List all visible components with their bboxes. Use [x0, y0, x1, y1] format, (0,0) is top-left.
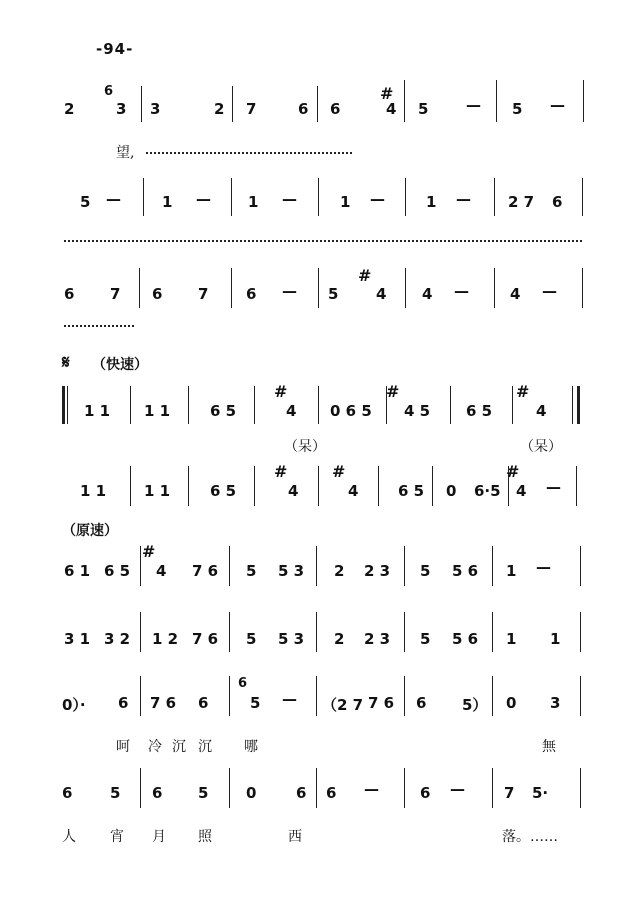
barline	[494, 178, 495, 216]
note: 5	[198, 784, 209, 802]
lyric: 冷	[148, 739, 162, 755]
barline	[576, 466, 577, 506]
barline	[139, 268, 140, 308]
note: 1 1	[80, 482, 107, 500]
note: 3	[116, 100, 127, 118]
note: 6	[416, 694, 427, 712]
note: 4 5	[404, 402, 431, 420]
note: 6	[152, 784, 163, 802]
barline	[580, 612, 581, 652]
barline	[318, 466, 319, 506]
note: 3	[550, 694, 561, 712]
barline	[318, 268, 319, 308]
note: 7	[246, 100, 257, 118]
lyric: 月	[152, 829, 166, 845]
barline	[254, 386, 255, 424]
note: 3 2	[104, 630, 131, 648]
barline	[316, 768, 317, 808]
annotation: （呆）	[284, 439, 326, 455]
dash-note: —	[196, 190, 211, 208]
barline	[316, 612, 317, 652]
note: 2 3	[364, 630, 391, 648]
note: 2	[64, 100, 75, 118]
note: 4	[348, 482, 359, 500]
lyric: 宵	[110, 829, 124, 845]
barline	[229, 768, 230, 808]
lyric: 人	[62, 829, 76, 845]
note: 4	[386, 100, 397, 118]
sharp-icon: #	[142, 542, 156, 561]
barline	[386, 386, 387, 424]
dash-note: —	[364, 780, 379, 798]
repeat-start-barline	[62, 386, 65, 424]
note: 2	[334, 630, 345, 648]
barline	[508, 466, 509, 506]
note: 4	[536, 402, 547, 420]
segno-icon: 𝄋	[62, 352, 70, 373]
note: 2 3	[364, 562, 391, 580]
barline	[316, 676, 317, 716]
barline	[404, 80, 405, 122]
dash-note: —	[536, 558, 551, 576]
barline	[231, 178, 232, 216]
page-number: -94-	[96, 40, 134, 58]
note: 1	[426, 193, 437, 211]
note: 6 1	[64, 562, 91, 580]
note: 1	[506, 562, 517, 580]
barline	[432, 466, 433, 506]
note: 1 1	[84, 402, 111, 420]
repeat-end-barline	[577, 386, 580, 424]
barline	[318, 386, 319, 424]
sharp-icon: #	[506, 462, 520, 481]
note: 6	[104, 84, 114, 99]
barline	[188, 386, 189, 424]
sharp-icon: #	[332, 462, 346, 481]
note: 6	[198, 694, 209, 712]
note: 5	[250, 694, 261, 712]
barline	[316, 546, 317, 586]
note: 6 5	[398, 482, 425, 500]
note: 5 6	[452, 562, 479, 580]
dash-note: —	[550, 96, 565, 114]
note: 5	[80, 193, 91, 211]
lyric: 無	[542, 739, 556, 755]
sharp-icon: #	[386, 382, 400, 401]
note: 5	[420, 630, 431, 648]
note: 6 5	[210, 482, 237, 500]
sharp-icon: #	[274, 382, 288, 401]
note: 4	[422, 285, 433, 303]
dash-note: —	[282, 690, 297, 708]
sharp-icon: #	[358, 266, 372, 285]
note: 6	[420, 784, 431, 802]
dash-note: —	[542, 282, 557, 300]
barline	[492, 612, 493, 652]
note: 5	[246, 562, 257, 580]
note: 1	[248, 193, 259, 211]
note: 0	[446, 482, 457, 500]
barline	[229, 612, 230, 652]
note: 7 6	[192, 562, 219, 580]
note: 5	[246, 630, 257, 648]
note: 6	[330, 100, 341, 118]
barline	[580, 676, 581, 716]
barline	[404, 612, 405, 652]
note: 6·5	[474, 482, 501, 500]
dash-note: —	[282, 282, 297, 300]
note: 7 6	[150, 694, 177, 712]
barline	[404, 768, 405, 808]
note: 0	[246, 784, 257, 802]
lyric: 沉	[198, 739, 212, 755]
note: 3 1	[64, 630, 91, 648]
note: 6	[298, 100, 309, 118]
note: 5 3	[278, 562, 305, 580]
lyric: 西	[288, 829, 302, 845]
barline	[405, 178, 406, 216]
barline	[492, 768, 493, 808]
note: 6 5	[210, 402, 237, 420]
annotation: （呆）	[520, 439, 562, 455]
lyric: 照	[198, 829, 212, 845]
barline	[318, 178, 319, 216]
note: 4	[510, 285, 521, 303]
note: 1	[162, 193, 173, 211]
note: 1 1	[144, 402, 171, 420]
dotted-line	[64, 325, 134, 327]
note: 1	[340, 193, 351, 211]
note: 4	[286, 402, 297, 420]
note: 0）·	[62, 696, 86, 714]
note: 6	[326, 784, 337, 802]
barline	[512, 386, 513, 424]
lyric: 呵	[116, 739, 130, 755]
barline	[232, 86, 233, 122]
barline	[583, 80, 584, 122]
note: 6	[296, 784, 307, 802]
note: 1 2	[152, 630, 179, 648]
note: 6	[152, 285, 163, 303]
note: 5	[512, 100, 523, 118]
note: 7	[198, 285, 209, 303]
note: 1	[550, 630, 561, 648]
barline	[229, 676, 230, 716]
note: 3	[150, 100, 161, 118]
dotted-line	[64, 240, 582, 242]
note: 5	[418, 100, 429, 118]
barline	[140, 612, 141, 652]
note: 0	[506, 694, 517, 712]
note: （2 7	[322, 696, 364, 714]
tempo-marking: （原速）	[62, 523, 118, 539]
note: 5·	[532, 784, 549, 802]
barline	[229, 546, 230, 586]
lyric: 哪	[244, 739, 258, 755]
tempo-marking: （快速）	[92, 357, 148, 373]
dash-note: —	[546, 478, 561, 496]
barline	[140, 546, 141, 586]
note: 5	[420, 562, 431, 580]
barline	[492, 676, 493, 716]
barline	[317, 86, 318, 122]
lyric: 落。……	[502, 829, 558, 845]
barline	[450, 386, 451, 424]
barline	[143, 178, 144, 216]
sharp-icon: #	[516, 382, 530, 401]
note: 5	[110, 784, 121, 802]
note: 4	[376, 285, 387, 303]
dash-note: —	[454, 282, 469, 300]
note: 7	[504, 784, 515, 802]
repeat-start-barline	[67, 386, 68, 424]
note: 4	[156, 562, 167, 580]
dash-note: —	[370, 190, 385, 208]
barline	[140, 768, 141, 808]
barline	[492, 546, 493, 586]
note: 6	[64, 285, 75, 303]
note: 7 6	[192, 630, 219, 648]
barline	[405, 268, 406, 308]
note: 5）	[462, 696, 488, 714]
note: 7	[110, 285, 121, 303]
note: 2	[214, 100, 225, 118]
note: 6 5	[466, 402, 493, 420]
note: 5 3	[278, 630, 305, 648]
note: 6	[62, 784, 73, 802]
barline	[130, 466, 131, 506]
note: 4	[516, 482, 527, 500]
barline	[188, 466, 189, 506]
note: 4	[288, 482, 299, 500]
repeat-end-barline	[572, 386, 573, 424]
note: 0 6 5	[330, 402, 372, 420]
sharp-icon: #	[380, 84, 394, 103]
dash-note: —	[106, 190, 121, 208]
note: 5	[328, 285, 339, 303]
note: 5 6	[452, 630, 479, 648]
note: 6 5	[104, 562, 131, 580]
note: 1	[506, 630, 517, 648]
barline	[494, 268, 495, 308]
barline	[582, 178, 583, 216]
note: 6	[246, 285, 257, 303]
dash-note: —	[466, 96, 481, 114]
note: 2	[334, 562, 345, 580]
barline	[580, 768, 581, 808]
barline	[231, 268, 232, 308]
dotted-line	[146, 152, 352, 154]
note: 6	[552, 193, 563, 211]
barline	[140, 676, 141, 716]
lyric: 望,	[116, 145, 135, 161]
lyric: 沉	[172, 739, 186, 755]
sharp-icon: #	[274, 462, 288, 481]
barline	[378, 466, 379, 506]
note: 1 1	[144, 482, 171, 500]
barline	[404, 546, 405, 586]
barline	[254, 466, 255, 506]
note: 6	[238, 676, 248, 691]
barline	[404, 676, 405, 716]
barline	[580, 546, 581, 586]
note: 7 6	[368, 694, 395, 712]
barline	[130, 386, 131, 424]
dash-note: —	[282, 190, 297, 208]
barline	[582, 268, 583, 308]
barline	[141, 86, 142, 122]
dash-note: —	[450, 780, 465, 798]
note: 6	[118, 694, 129, 712]
barline	[496, 80, 497, 122]
dash-note: —	[456, 190, 471, 208]
note: 2 7	[508, 193, 535, 211]
